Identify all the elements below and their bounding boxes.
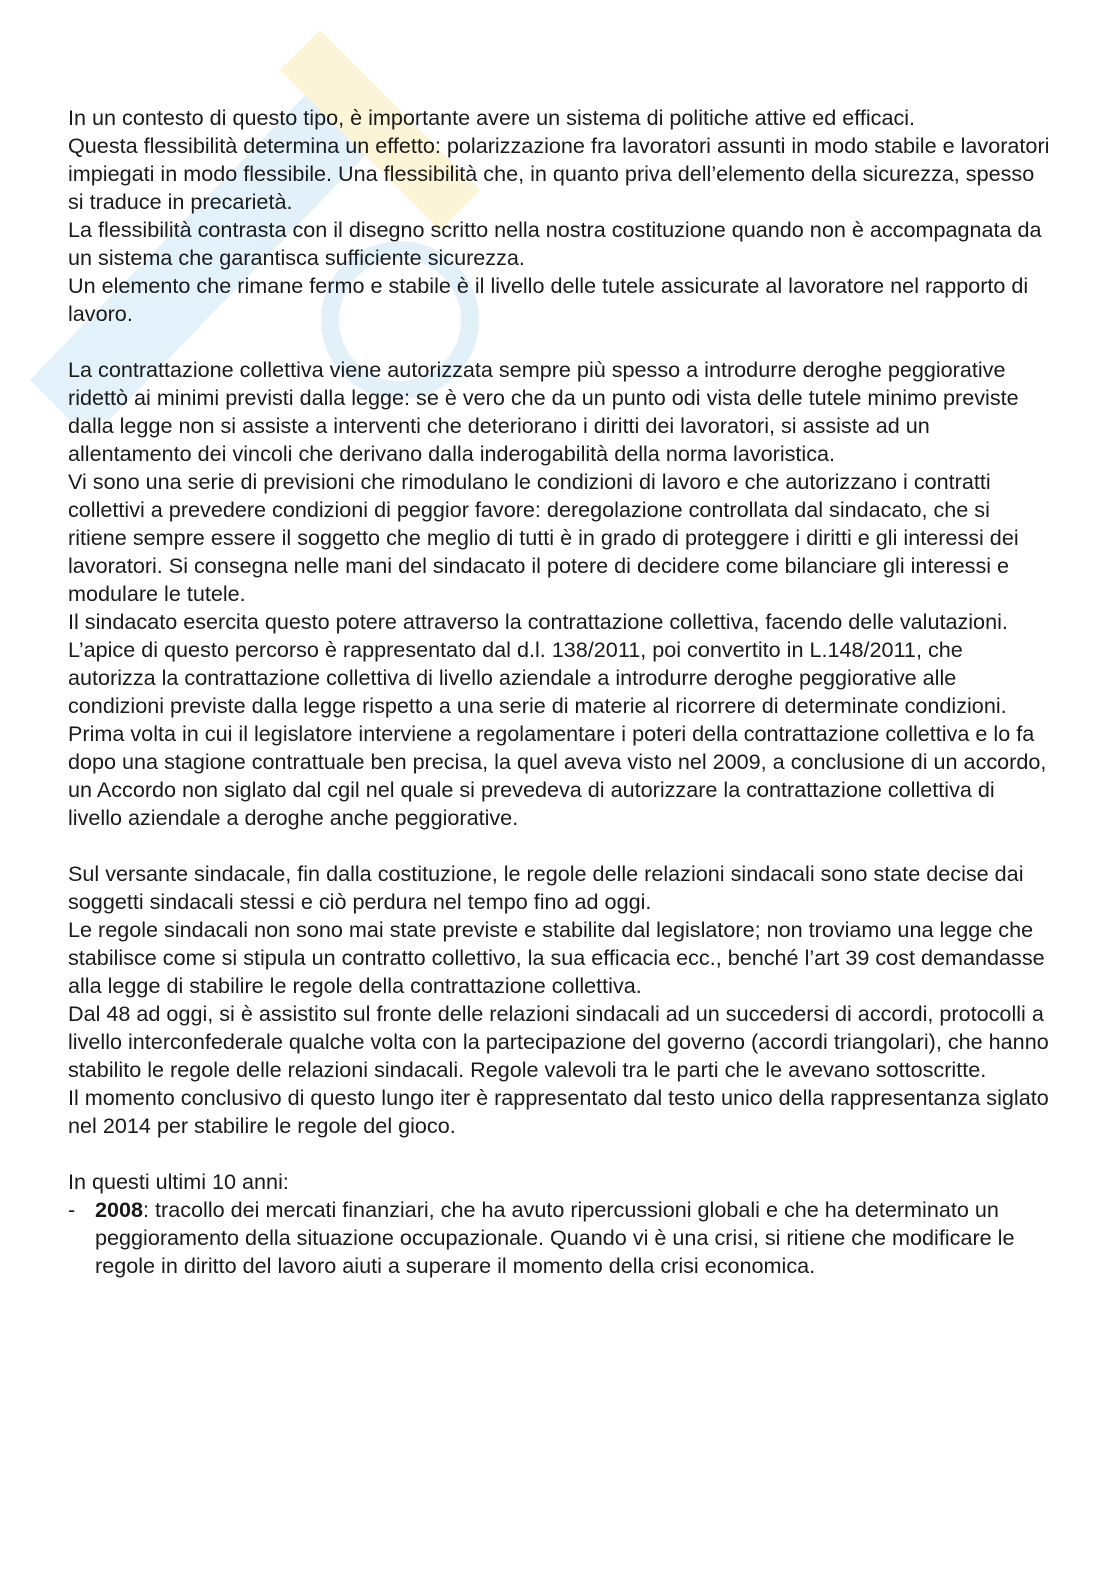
list-item xyxy=(68,1196,1053,1280)
spacer xyxy=(68,1140,1053,1168)
paragraph: Vi sono una serie di previsioni che rimodulano le condizioni di lavoro e che autorizzano i contratti collettivi a prevedere condizioni di peggior favore: deregolazione controllata dal sindacato, che si ritiene sempre essere il soggetto che meglio di tutti è in grado di proteggere i diritti e gli interessi dei lavoratori. Si consegna nelle mani del sindacato il potere di decidere come bilanciare gli interessi e modulare le tutele. xyxy=(68,469,1019,606)
list-item-text: : tracollo dei mercati finanziari, che ha avuto ripercussioni globali e che ha determinato un peggioramento della situazione occupazionale. Quando vi è una crisi, si ritiene che modificare le regole in diritto del lavoro aiuti a superare il momento della crisi economica. xyxy=(95,1197,1015,1278)
paragraph: Sul versante sindacale, fin dalla costituzione, le regole delle relazioni sindacali sono state decise dai soggetti sindacali stessi e ciò perdura nel tempo fino ad oggi. xyxy=(68,861,1024,914)
list-intro: In questi ultimi 10 anni: xyxy=(68,1169,289,1194)
dash-marker: - xyxy=(68,1197,76,1222)
paragraph: Il momento conclusivo di questo lungo iter è rappresentato dal testo unico della rappresentanza siglato nel 2014 per stabilire le regole del gioco. xyxy=(68,1085,1049,1138)
paragraph: La contrattazione collettiva viene autorizzata sempre più spesso a introdurre deroghe peggiorative ridettò ai minimi previsti dalla legge: se è vero che da un punto odi vista delle tutele minimo previste dalla legge non si assiste a interventi che deteriorano i diritti dei lavoratori, si assiste ad un allentamento dei vincoli che derivano dalla inderogabilità della norma lavoristica. xyxy=(68,357,1019,466)
paragraph: Questa flessibilità determina un effetto: polarizzazione fra lavoratori assunti in modo stabile e lavoratori impiegati in modo flessibile. Una flessibilità che, in quanto priva dell’elemento della sicurezza, spesso si traduce in precarietà. xyxy=(68,133,1050,214)
list-item-year: 2008 xyxy=(95,1197,144,1222)
section-1 xyxy=(68,104,1053,328)
section-3 xyxy=(68,860,1053,1140)
spacer xyxy=(68,832,1053,860)
paragraph: Un elemento che rimane fermo e stabile è il livello delle tutele assicurate al lavoratore nel rapporto di lavoro. xyxy=(68,273,1029,326)
paragraph: L’apice di questo percorso è rappresentato dal d.l. 138/2011, poi convertito in L.148/2011, che autorizza la contrattazione collettiva di livello aziendale a introdurre deroghe peggiorative alle condizioni previste dalla legge rispetto a una serie di materie al ricorrere di determinate condizioni. Prima volta in cui il legislatore interviene a regolamentare i poteri della contrattazione collettiva e lo fa dopo una stagione contrattuale ben precisa, la quel aveva visto nel 2009, a conclusione di un accordo, un Accordo non siglato dal cgil nel quale si prevedeva di autorizzare la contrattazione collettiva di livello aziendale a deroghe anche peggiorative. xyxy=(68,637,1047,830)
section-2 xyxy=(68,356,1053,832)
paragraph: Dal 48 ad oggi, si è assistito sul fronte delle relazioni sindacali ad un succedersi di accordi, protocolli a livello interconfederale qualche volta con la partecipazione del governo (accordi triangolari), che hanno stabilito le regole delle relazioni sindacali. Regole valevoli tra le parti che le avevano sottoscritte. xyxy=(68,1001,1049,1082)
spacer xyxy=(68,328,1053,356)
years-list xyxy=(68,1196,1053,1280)
paragraph: Il sindacato esercita questo potere attraverso la contrattazione collettiva, facendo delle valutazioni. xyxy=(68,609,1008,634)
paragraph: Le regole sindacali non sono mai state previste e stabilite dal legislatore; non troviamo una legge che stabilisce come si stipula un contratto collettivo, la sua efficacia ecc., benché l’art 39 cost demandasse alla legge di stabilire le regole della contrattazione collettiva. xyxy=(68,917,1045,998)
paragraph: La flessibilità contrasta con il disegno scritto nella nostra costituzione quando non è accompagnata da un sistema che garantisca sufficiente sicurezza. xyxy=(68,217,1042,270)
document-body xyxy=(68,104,1053,1280)
paragraph: In un contesto di questo tipo, è importante avere un sistema di politiche attive ed efficaci. xyxy=(68,105,916,130)
section-4 xyxy=(68,1168,1053,1280)
